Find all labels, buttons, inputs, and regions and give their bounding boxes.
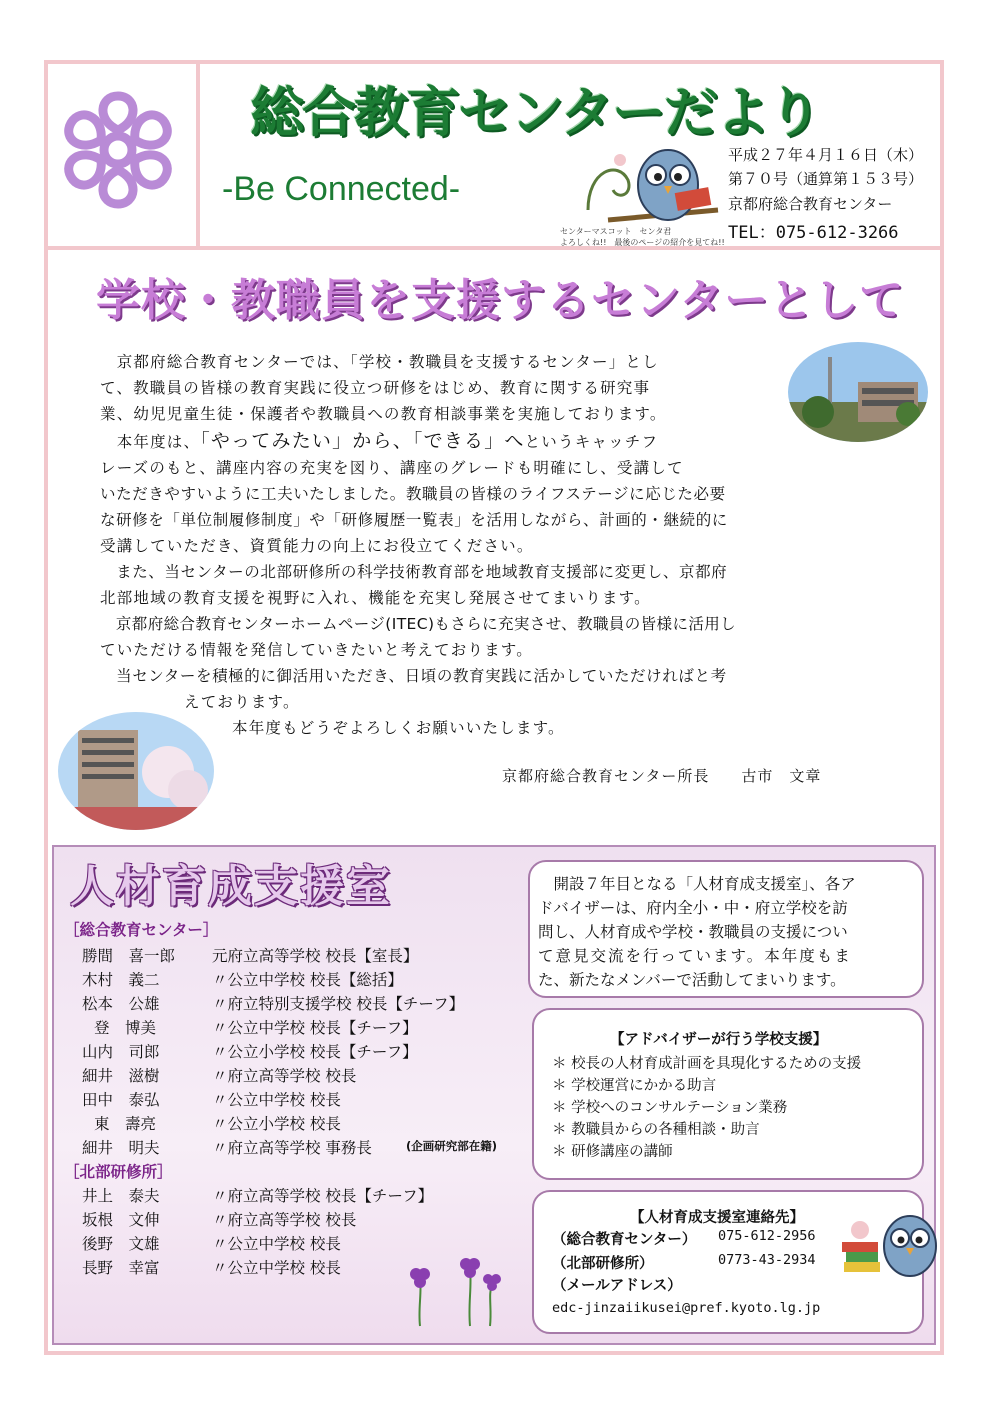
support-item: ＊ 学校運営にかかる助言	[552, 1078, 717, 1094]
article-line-13: 当センターを積極的に御活用いただき、日頃の教育実践に活かしていただければと考	[100, 667, 727, 685]
article-line-8: 受講していただき、資質能力の向上にお役立てください。	[100, 537, 534, 555]
member-name: 山内 司郎	[82, 1043, 160, 1061]
issue-date: 平成２７年４月１６日（木）	[728, 146, 924, 164]
article-line-4	[100, 426, 658, 453]
owl-mascot-icon	[578, 140, 728, 230]
member-title: 〃公立中学校 校長	[212, 1091, 341, 1109]
member-row	[82, 944, 522, 964]
support-item: ＊ 学校へのコンサルテーション業務	[552, 1100, 788, 1116]
member-name: 細井 明夫	[82, 1139, 160, 1157]
member-row	[82, 1136, 527, 1156]
section-title: 人材育成支援室	[70, 861, 392, 912]
article-line-11: 京都府総合教育センターホームページ(ITEC)もさらに充実させ、教職員の皆様に活用し	[100, 615, 737, 633]
member-title: 〃公立中学校 校長	[212, 1235, 341, 1253]
member-name: 木村 義二	[82, 971, 160, 989]
mascot-caption-2: よろしくね!! 最後のページの紹介を見てね!!	[560, 238, 725, 247]
contact-label: （北部研修所）	[552, 1256, 654, 1272]
member-name: 井上 泰夫	[82, 1187, 160, 1205]
emblem-box	[44, 60, 200, 250]
member-name: 松本 公雄	[82, 995, 160, 1013]
member-title: 〃公立中学校 校長【チーフ】	[212, 1019, 418, 1037]
contact-title: 【人材育成支援室連絡先】	[630, 1210, 804, 1226]
building-photo-1	[788, 342, 928, 442]
support-item: ＊ 研修講座の講師	[552, 1144, 673, 1160]
article-line-15: 本年度もどうぞよろしくお願いいたします。	[232, 719, 565, 737]
member-row	[82, 1088, 522, 1108]
member-title: 元府立高等学校 校長【室長】	[212, 947, 419, 965]
member-title: 〃府立高等学校 校長	[212, 1211, 357, 1229]
member-row	[82, 1112, 522, 1132]
member-title: 〃府立高等学校 校長	[212, 1067, 357, 1085]
intro-line-3: 問し、人材育成や学校・教職員の支援につい	[538, 923, 848, 941]
member-title: 〃公立小学校 校長【チーフ】	[212, 1043, 418, 1061]
intro-line-2: ドバイザーは、府内全小・中・府立学校を訪	[538, 899, 848, 917]
catchphrase: 「やってみたい」から、「できる」へ	[200, 430, 525, 452]
article-line-4-suffix: というキャッチフ	[524, 433, 659, 451]
owl-books-icon	[834, 1204, 944, 1284]
contact-tel: 0773-43-2934	[718, 1252, 816, 1268]
article-line-7: な研修を「単位制履修制度」や「研修履歴一覧表」を活用しながら、計画的・継続的に	[100, 511, 728, 529]
newsletter-title: 総合教育センターだより	[250, 81, 820, 144]
article-line-12: ていただける情報を発信していきたいと考えております。	[100, 641, 533, 659]
article-line-9: また、当センターの北部研修所の科学技術教育部を地域教育支援部に変更し、京都府	[100, 563, 728, 581]
member-title: 〃公立小学校 校長	[212, 1115, 341, 1133]
director-signature: 京都府総合教育センター所長 古市 文章	[502, 767, 822, 785]
intro-line-1: 開設７年目となる「人材育成支援室」、各ア	[538, 875, 856, 893]
member-row	[82, 992, 522, 1012]
support-item: ＊ 教職員からの各種相談・助言	[552, 1122, 760, 1138]
member-title: 〃公立中学校 校長	[212, 1259, 341, 1277]
member-title: 〃府立特別支援学校 校長【チーフ】	[212, 995, 465, 1013]
newsletter-subtitle: -Be Connected-	[222, 170, 461, 208]
article-line-6: いただきやすいように工夫いたしました。教職員の皆様のライフステージに応じた必要	[100, 485, 726, 503]
issue-number: 第７０号（通算第１５３号）	[728, 170, 924, 188]
member-row	[82, 1016, 522, 1036]
member-row	[82, 968, 522, 988]
organization-name: 京都府総合教育センター	[728, 195, 893, 213]
intro-line-4: て意見交流を行っています。本年度もま	[538, 947, 852, 965]
article-headline: 学校・教職員を支援するセンターとして	[96, 275, 905, 326]
kyoto-emblem-icon	[58, 90, 178, 210]
violet-flower-icon	[400, 1248, 510, 1328]
mascot-caption: センターマスコット センタ君	[560, 227, 672, 236]
support-title: 【アドバイザーが行う学校支援】	[610, 1032, 828, 1048]
member-title: 〃府立高等学校 校長【チーフ】	[212, 1187, 434, 1205]
member-name: 東 壽亮	[94, 1115, 157, 1133]
group-label-center: ［総合教育センター］	[64, 921, 219, 939]
contact-tel: 075-612-2956	[718, 1228, 816, 1244]
member-row	[82, 1040, 522, 1060]
member-title: 〃府立高等学校 事務長	[212, 1139, 372, 1157]
article-line-3: 業、幼児児童生徒・保護者や教職員への教育相談事業を実施しております。	[100, 405, 667, 423]
member-name: 田中 泰弘	[82, 1091, 160, 1109]
article-line-4-prefix: 本年度は、	[100, 433, 201, 451]
article-line-14: えております。	[184, 693, 300, 711]
member-name: 細井 滋樹	[82, 1067, 160, 1085]
member-row	[82, 1064, 522, 1084]
intro-line-5: た、新たなメンバーで活動してまいります。	[538, 971, 846, 989]
article-line-1: 京都府総合教育センターでは、「学校・教職員を支援するセンター」とし	[100, 353, 659, 371]
member-name: 坂根 文伸	[82, 1211, 160, 1229]
support-item: ＊ 校長の人材育成計画を具現化するための支援	[552, 1056, 862, 1072]
member-name: 勝間 喜一郎	[82, 947, 176, 965]
member-name: 長野 幸富	[82, 1259, 160, 1277]
member-note: (企画研究部在籍)	[406, 1139, 498, 1153]
article-line-10: 北部地域の教育支援を視野に入れ、機能を充実し発展させてまいります。	[100, 589, 651, 607]
member-name: 後野 文雄	[82, 1235, 160, 1253]
member-row	[82, 1208, 522, 1228]
member-row	[82, 1184, 522, 1204]
email-link[interactable]: edc-jinzaiikusei@pref.kyoto.lg.jp	[552, 1300, 821, 1316]
member-title: 〃公立中学校 校長【総括】	[212, 971, 403, 989]
contact-label: （メールアドレス）	[552, 1278, 682, 1294]
group-label-north: ［北部研修所］	[64, 1163, 173, 1181]
telephone: TEL：075-612-3266	[728, 223, 899, 243]
member-name: 登 博美	[94, 1019, 157, 1037]
article-line-5: レーズのもと、講座内容の充実を図り、講座のグレードも明確にし、受講して	[100, 459, 684, 477]
article-line-2: て、教職員の皆様の教育実践に役立つ研修をはじめ、教育に関する研究事	[100, 379, 651, 397]
contact-label: （総合教育センター）	[552, 1232, 697, 1248]
building-photo-2	[58, 712, 214, 830]
